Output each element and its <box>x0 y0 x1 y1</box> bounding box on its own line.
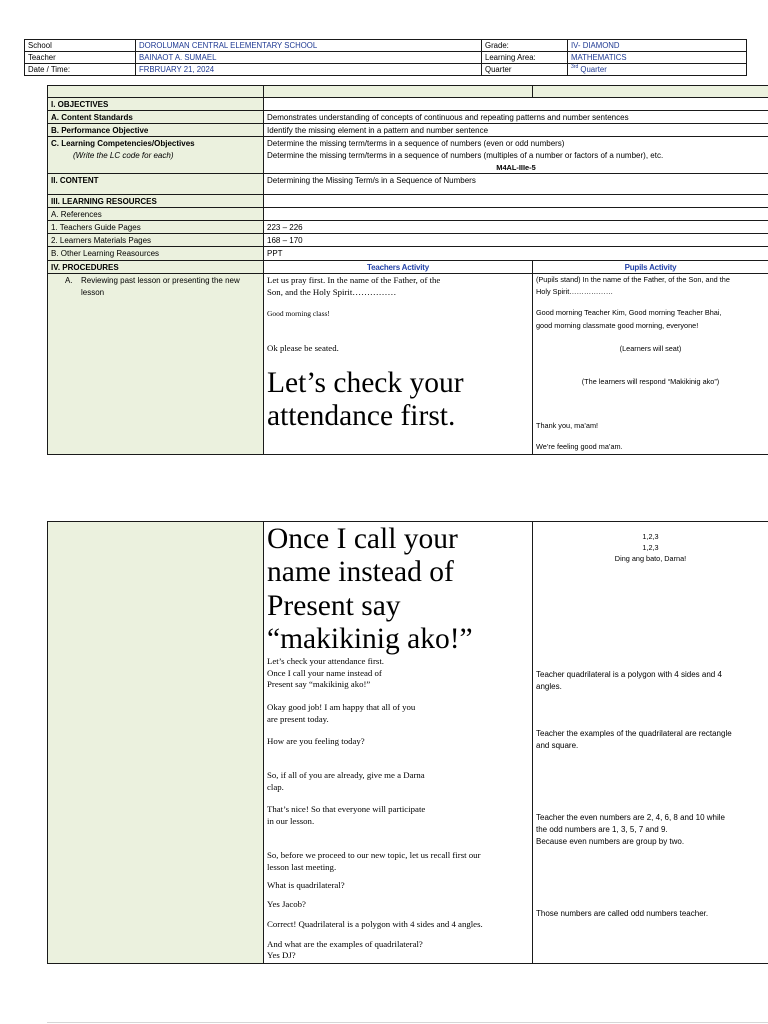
step-a-label <box>48 274 263 299</box>
date-label: Date / Time: <box>25 64 136 76</box>
teacher-large-line: Once I call your name instead of Present say “makikinig ako!” <box>267 523 473 655</box>
pupil-line: Teacher the examples of the quadrilateral are rectangle and square. <box>536 729 732 750</box>
competencies-row <box>48 137 768 174</box>
teacher-large-line: Let’s check your attendance first. <box>267 367 464 432</box>
teacher-label: Teacher <box>25 52 136 64</box>
step-a-label-cell <box>48 274 264 455</box>
header-row-date <box>25 64 747 76</box>
teachers-guide-row <box>48 221 768 234</box>
learning-area-label: Learning Area: <box>482 52 568 64</box>
pupils-activity-heading: Pupils Activity <box>533 261 768 274</box>
pupil-line: Those numbers are called odd numbers teacher. <box>536 909 709 918</box>
teacher-line: How are you feeling today? <box>267 736 365 746</box>
pupil-line: (Learners will seat) <box>619 344 682 353</box>
teacher-name: BAINAOT A. SUMAEL <box>136 52 482 64</box>
objectives-heading: I. OBJECTIVES <box>48 98 264 111</box>
top-cell-left <box>48 86 264 98</box>
grade-value: IV- DIAMOND <box>568 40 747 52</box>
quarter-value <box>568 64 747 76</box>
teacher-line: And what are the examples of quadrilateral? Yes DJ? <box>267 939 423 960</box>
school-label: School <box>25 40 136 52</box>
lesson-plan-table <box>47 85 768 455</box>
procedure-continued-row <box>48 522 768 964</box>
school-name: DOROLUMAN CENTRAL ELEMENTARY SCHOOL <box>136 40 482 52</box>
pupil-activity-content <box>533 522 768 962</box>
lc-code: M4AL-IIIe-5 <box>496 163 536 172</box>
performance-objective-label: B. Performance Objective <box>48 124 264 137</box>
teacher-line: That’s nice! So that everyone will participate in our lesson. <box>267 804 426 826</box>
teacher-line: Okay good job! I am happy that all of you are present today. <box>267 702 416 724</box>
table-top-row <box>48 86 768 98</box>
teacher-line: What is quadrilateral? <box>267 880 345 890</box>
top-cell-middle <box>264 86 533 98</box>
pupil-line: Teacher quadrilateral is a polygon with 4 sides and 4 angles. <box>536 670 722 691</box>
competency-item: Determine the missing term/terms in a sequence of numbers (even or odd numbers) <box>267 139 565 148</box>
header-row-teacher <box>25 52 747 64</box>
other-resources-label: B. Other Learning Reasources <box>48 247 264 261</box>
pupil-activity-cell <box>533 522 768 964</box>
teacher-line: Ok please be seated. <box>267 343 339 353</box>
content-heading: II. CONTENT <box>48 174 264 195</box>
quarter-label: Quarter <box>482 64 568 76</box>
learners-materials-row <box>48 234 768 247</box>
teacher-line: Let’s check your attendance first. Once I call your name instead of Present say “makikinig ako!” <box>267 656 384 690</box>
continued-label-cell <box>48 522 264 964</box>
pupil-line: (The learners will respond “Makikinig ako”) <box>581 377 720 386</box>
teacher-line: Yes Jacob? <box>267 899 306 909</box>
pupil-line: We’re feeling good ma’am. <box>536 442 623 451</box>
competencies-label: C. Learning Competencies/Objectives <box>51 139 195 148</box>
teacher-line: Let us pray first. In the name of the Father, of the Son, and the Holy Spirit…………… <box>267 275 441 297</box>
teachers-guide-pages: 223 – 226 <box>264 221 768 234</box>
learning-resources-heading: III. LEARNING RESOURCES <box>48 195 264 208</box>
references-value <box>264 208 768 221</box>
teacher-line: So, if all of you are already, give me a Darna clap. <box>267 770 425 792</box>
content-standards-value: Demonstrates understanding of concepts of continuous and repeating patterns and number sentences <box>264 111 768 124</box>
content-standards-row <box>48 111 768 124</box>
teacher-line: So, before we proceed to our new topic, let us recall first our lesson last meeting. <box>267 850 481 872</box>
competencies-label-cell <box>48 137 264 174</box>
content-standards-label: A. Content Standards <box>48 111 264 124</box>
next-table-top-border <box>47 1022 768 1023</box>
teacher-line: Good morning class! <box>267 309 330 318</box>
learning-resources-row <box>48 195 768 208</box>
step-a-letter: A. <box>65 276 73 285</box>
other-resources-row <box>48 247 768 261</box>
teacher-activity-content <box>264 522 532 962</box>
teachers-guide-label: 1. Teachers Guide Pages <box>48 221 264 234</box>
quarter-word: Quarter <box>580 64 607 74</box>
teacher-activity-cell <box>264 522 533 964</box>
content-topic: Determining the Missing Term/s in a Sequence of Numbers <box>264 174 768 195</box>
procedures-heading-row <box>48 261 768 274</box>
performance-objective-row <box>48 124 768 137</box>
teacher-line: Correct! Quadrilateral is a polygon with 4 sides and 4 angles. <box>267 919 483 929</box>
learning-resources-value <box>264 195 768 208</box>
competencies-value-cell <box>264 137 768 174</box>
pupil-line: Teacher the even numbers are 2, 4, 6, 8 and 10 while the odd numbers are 1, 3, 5, 7 and 9. Because even numbers are group by two. <box>536 813 726 846</box>
references-row <box>48 208 768 221</box>
pupil-activity-content <box>533 274 768 454</box>
other-resources-value: PPT <box>264 247 768 261</box>
quarter-ordinal: 3rd <box>571 63 579 70</box>
objectives-value <box>264 98 768 111</box>
grade-label: Grade: <box>482 40 568 52</box>
pupil-line: Thank you, ma’am! <box>536 421 599 430</box>
lesson-plan-table-continued <box>47 521 768 964</box>
learning-area-value: MATHEMATICS <box>568 52 747 64</box>
procedures-heading: IV. PROCEDURES <box>48 261 264 274</box>
pupil-line: 1,2,3 1,2,3 Ding ang bato, Darna! <box>614 532 687 563</box>
teachers-activity-heading: Teachers Activity <box>264 261 533 274</box>
top-cell-right <box>533 86 768 98</box>
objectives-row <box>48 98 768 111</box>
competencies-note: (Write the LC code for each) <box>73 151 174 160</box>
header-row-school <box>25 40 747 52</box>
pupil-line: Good morning Teacher Kim, Good morning Teacher Bhai, good morning classmate good morning, everyone! <box>536 308 722 330</box>
date-value: FRBRUARY 21, 2024 <box>136 64 482 76</box>
procedure-step-a-row <box>48 274 768 455</box>
performance-objective-value: Identify the missing element in a pattern and number sentence <box>264 124 768 137</box>
competency-item: Determine the missing term/terms in a sequence of numbers (multiples of a number or factors of a number), etc. <box>267 151 664 160</box>
header-info-table <box>24 39 747 76</box>
content-row <box>48 174 768 195</box>
learners-materials-pages: 168 – 170 <box>264 234 768 247</box>
learners-materials-label: 2. Learners Materials Pages <box>48 234 264 247</box>
teacher-activity-cell <box>264 274 533 455</box>
step-a-text: Reviewing past lesson or presenting the new lesson <box>81 276 240 297</box>
pupil-activity-cell <box>533 274 768 455</box>
pupil-line: (Pupils stand) In the name of the Father, of the Son, and the Holy Spirit……………… <box>536 275 730 296</box>
references-label: A. References <box>48 208 264 221</box>
teacher-activity-content <box>264 274 532 454</box>
